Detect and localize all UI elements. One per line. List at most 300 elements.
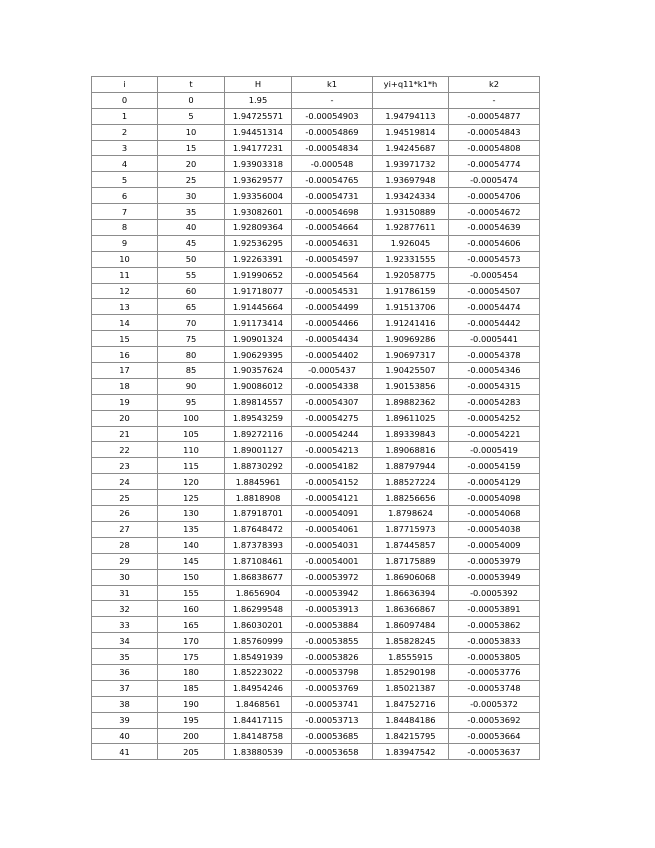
cell-k2: -0.00054507 [449, 283, 540, 299]
cell-i: 2 [92, 124, 158, 140]
table-row [92, 156, 540, 172]
cell-yi: 1.926045 [373, 235, 449, 251]
cell-k2: -0.00054474 [449, 299, 540, 315]
cell-t: 105 [158, 426, 225, 442]
table-row [92, 140, 540, 156]
cell-k2: -0.00054877 [449, 108, 540, 124]
cell-t: 10 [158, 124, 225, 140]
cell-i: 8 [92, 220, 158, 236]
cell-h: 1.90901324 [225, 331, 292, 347]
cell-k1: -0.00054061 [292, 521, 373, 537]
cell-i: 11 [92, 267, 158, 283]
cell-yi: 1.91786159 [373, 283, 449, 299]
cell-i: 14 [92, 315, 158, 331]
cell-i: 41 [92, 744, 158, 760]
cell-t: 60 [158, 283, 225, 299]
cell-h: 1.89543259 [225, 410, 292, 426]
cell-t: 170 [158, 633, 225, 649]
cell-yi: 1.88797944 [373, 458, 449, 474]
cell-yi: 1.93424334 [373, 188, 449, 204]
cell-i: 19 [92, 394, 158, 410]
cell-i: 4 [92, 156, 158, 172]
cell-h: 1.84954246 [225, 680, 292, 696]
cell-h: 1.84148758 [225, 728, 292, 744]
table-row [92, 664, 540, 680]
table-row [92, 617, 540, 633]
cell-t: 195 [158, 712, 225, 728]
table-row [92, 521, 540, 537]
cell-k1: -0.00054664 [292, 220, 373, 236]
cell-k2: -0.0005441 [449, 331, 540, 347]
cell-h: 1.86030201 [225, 617, 292, 633]
table-row [92, 299, 540, 315]
cell-i: 3 [92, 140, 158, 156]
cell-k1: -0.00053972 [292, 569, 373, 585]
cell-t: 95 [158, 394, 225, 410]
cell-h: 1.89272116 [225, 426, 292, 442]
cell-k1: -0.00053798 [292, 664, 373, 680]
table-row [92, 267, 540, 283]
table-body [92, 92, 540, 759]
table-row [92, 537, 540, 553]
cell-t: 110 [158, 442, 225, 458]
cell-k2: -0.00054378 [449, 347, 540, 363]
table-row [92, 442, 540, 458]
cell-k2: -0.00053664 [449, 728, 540, 744]
cell-k1: -0.00054466 [292, 315, 373, 331]
table-row [92, 220, 540, 236]
table-row [92, 649, 540, 665]
cell-k1: -0.0005437 [292, 363, 373, 379]
cell-h: 1.92536295 [225, 235, 292, 251]
table-row [92, 315, 540, 331]
cell-t: 135 [158, 521, 225, 537]
table-row [92, 108, 540, 124]
cell-i: 33 [92, 617, 158, 633]
cell-k1: -0.00054903 [292, 108, 373, 124]
cell-h: 1.84417115 [225, 712, 292, 728]
cell-i: 29 [92, 553, 158, 569]
table-row [92, 283, 540, 299]
cell-yi: 1.89339843 [373, 426, 449, 442]
table-row [92, 712, 540, 728]
cell-h: 1.85491939 [225, 649, 292, 665]
cell-i: 12 [92, 283, 158, 299]
cell-h: 1.95 [225, 92, 292, 108]
cell-t: 115 [158, 458, 225, 474]
cell-h: 1.93903318 [225, 156, 292, 172]
cell-i: 20 [92, 410, 158, 426]
cell-k1: -0.00054597 [292, 251, 373, 267]
cell-i: 21 [92, 426, 158, 442]
cell-i: 16 [92, 347, 158, 363]
cell-i: 1 [92, 108, 158, 124]
cell-h: 1.87918701 [225, 506, 292, 522]
cell-k1: -0.00053769 [292, 680, 373, 696]
cell-t: 130 [158, 506, 225, 522]
table-row [92, 124, 540, 140]
cell-t: 45 [158, 235, 225, 251]
cell-t: 90 [158, 378, 225, 394]
cell-yi: 1.92331555 [373, 251, 449, 267]
cell-yi: 1.90153856 [373, 378, 449, 394]
header-k2: k2 [449, 77, 540, 93]
cell-yi [373, 92, 449, 108]
data-table [91, 76, 540, 760]
cell-i: 27 [92, 521, 158, 537]
cell-yi: 1.89882362 [373, 394, 449, 410]
cell-yi: 1.93697948 [373, 172, 449, 188]
cell-i: 36 [92, 664, 158, 680]
cell-yi: 1.85290198 [373, 664, 449, 680]
cell-t: 70 [158, 315, 225, 331]
cell-k2: -0.00053748 [449, 680, 540, 696]
cell-yi: 1.8555915 [373, 649, 449, 665]
cell-yi: 1.88527224 [373, 474, 449, 490]
cell-k2: -0.00054038 [449, 521, 540, 537]
cell-k1: -0.000548 [292, 156, 373, 172]
cell-yi: 1.85021387 [373, 680, 449, 696]
cell-k1: -0.00054275 [292, 410, 373, 426]
cell-h: 1.91990652 [225, 267, 292, 283]
cell-k1: -0.00053942 [292, 585, 373, 601]
cell-k2: -0.00054283 [449, 394, 540, 410]
table-row [92, 92, 540, 108]
cell-yi: 1.85828245 [373, 633, 449, 649]
cell-h: 1.85760999 [225, 633, 292, 649]
table-row [92, 553, 540, 569]
cell-k1: -0.00054731 [292, 188, 373, 204]
cell-i: 28 [92, 537, 158, 553]
cell-h: 1.93629577 [225, 172, 292, 188]
table-row [92, 506, 540, 522]
cell-i: 26 [92, 506, 158, 522]
cell-i: 17 [92, 363, 158, 379]
cell-i: 38 [92, 696, 158, 712]
cell-yi: 1.90969286 [373, 331, 449, 347]
cell-k1: -0.00053741 [292, 696, 373, 712]
cell-t: 65 [158, 299, 225, 315]
cell-i: 6 [92, 188, 158, 204]
table-row [92, 680, 540, 696]
table-row [92, 235, 540, 251]
cell-h: 1.91173414 [225, 315, 292, 331]
cell-k1: -0.00053685 [292, 728, 373, 744]
cell-k1: -0.00053713 [292, 712, 373, 728]
cell-i: 0 [92, 92, 158, 108]
cell-yi: 1.87175889 [373, 553, 449, 569]
cell-i: 10 [92, 251, 158, 267]
cell-t: 85 [158, 363, 225, 379]
cell-k2: -0.00054159 [449, 458, 540, 474]
cell-yi: 1.84215795 [373, 728, 449, 744]
cell-h: 1.91718077 [225, 283, 292, 299]
table-row [92, 347, 540, 363]
cell-yi: 1.87445857 [373, 537, 449, 553]
cell-k2: -0.00054221 [449, 426, 540, 442]
cell-h: 1.8818908 [225, 490, 292, 506]
cell-k2: -0.00054573 [449, 251, 540, 267]
cell-k2: -0.0005392 [449, 585, 540, 601]
cell-yi: 1.88256656 [373, 490, 449, 506]
cell-k2: -0.00054843 [449, 124, 540, 140]
cell-h: 1.83880539 [225, 744, 292, 760]
cell-k2: -0.00054442 [449, 315, 540, 331]
table-row [92, 251, 540, 267]
cell-k1: -0.00054031 [292, 537, 373, 553]
table-row [92, 458, 540, 474]
cell-k2: -0.00054774 [449, 156, 540, 172]
table-row [92, 172, 540, 188]
cell-h: 1.86299548 [225, 601, 292, 617]
cell-i: 18 [92, 378, 158, 394]
cell-k2: -0.00053862 [449, 617, 540, 633]
cell-i: 15 [92, 331, 158, 347]
cell-yi: 1.93971732 [373, 156, 449, 172]
table-row [92, 363, 540, 379]
cell-k2: -0.00053979 [449, 553, 540, 569]
table-row [92, 633, 540, 649]
header-yi: yi+q11*k1*h [373, 77, 449, 93]
cell-yi: 1.94794113 [373, 108, 449, 124]
cell-k1: -0.00053826 [292, 649, 373, 665]
cell-yi: 1.86906068 [373, 569, 449, 585]
header-i: i [92, 77, 158, 93]
cell-t: 25 [158, 172, 225, 188]
cell-i: 7 [92, 204, 158, 220]
cell-k2: -0.00053891 [449, 601, 540, 617]
cell-k1: -0.00053658 [292, 744, 373, 760]
cell-t: 30 [158, 188, 225, 204]
cell-t: 160 [158, 601, 225, 617]
cell-i: 40 [92, 728, 158, 744]
cell-i: 39 [92, 712, 158, 728]
cell-yi: 1.93150889 [373, 204, 449, 220]
cell-h: 1.91445664 [225, 299, 292, 315]
cell-k2: -0.00054672 [449, 204, 540, 220]
cell-h: 1.88730292 [225, 458, 292, 474]
cell-k2: -0.00054315 [449, 378, 540, 394]
cell-k2: -0.00054129 [449, 474, 540, 490]
cell-i: 9 [92, 235, 158, 251]
cell-i: 25 [92, 490, 158, 506]
cell-k2: -0.00054098 [449, 490, 540, 506]
cell-i: 32 [92, 601, 158, 617]
cell-i: 34 [92, 633, 158, 649]
cell-h: 1.89001127 [225, 442, 292, 458]
cell-k1: -0.00054564 [292, 267, 373, 283]
cell-k2: -0.00054068 [449, 506, 540, 522]
cell-k1: - [292, 92, 373, 108]
cell-h: 1.87648472 [225, 521, 292, 537]
cell-k1: -0.00054121 [292, 490, 373, 506]
table-row [92, 728, 540, 744]
cell-h: 1.93082601 [225, 204, 292, 220]
cell-k1: -0.00054244 [292, 426, 373, 442]
cell-yi: 1.8798624 [373, 506, 449, 522]
cell-h: 1.92809364 [225, 220, 292, 236]
cell-h: 1.93356004 [225, 188, 292, 204]
cell-h: 1.94725571 [225, 108, 292, 124]
cell-i: 13 [92, 299, 158, 315]
cell-k1: -0.00054152 [292, 474, 373, 490]
cell-yi: 1.84484186 [373, 712, 449, 728]
cell-h: 1.94451314 [225, 124, 292, 140]
cell-k2: -0.00053692 [449, 712, 540, 728]
cell-h: 1.86838677 [225, 569, 292, 585]
cell-k2: -0.00053949 [449, 569, 540, 585]
table-row [92, 601, 540, 617]
cell-k2: -0.00054706 [449, 188, 540, 204]
cell-t: 35 [158, 204, 225, 220]
cell-k2: -0.00054009 [449, 537, 540, 553]
cell-h: 1.8845961 [225, 474, 292, 490]
table-row [92, 410, 540, 426]
cell-yi: 1.91513706 [373, 299, 449, 315]
cell-t: 50 [158, 251, 225, 267]
cell-k2: -0.00053776 [449, 664, 540, 680]
cell-k2: -0.00053833 [449, 633, 540, 649]
cell-t: 180 [158, 664, 225, 680]
cell-t: 185 [158, 680, 225, 696]
cell-t: 140 [158, 537, 225, 553]
cell-k1: -0.00053884 [292, 617, 373, 633]
cell-h: 1.89814557 [225, 394, 292, 410]
cell-k1: -0.00054338 [292, 378, 373, 394]
cell-t: 150 [158, 569, 225, 585]
table-row [92, 696, 540, 712]
cell-k1: -0.00054001 [292, 553, 373, 569]
cell-t: 125 [158, 490, 225, 506]
table-row [92, 585, 540, 601]
cell-t: 5 [158, 108, 225, 124]
cell-t: 155 [158, 585, 225, 601]
cell-h: 1.87108461 [225, 553, 292, 569]
table-row [92, 204, 540, 220]
cell-i: 5 [92, 172, 158, 188]
table-row [92, 569, 540, 585]
header-row [92, 77, 540, 93]
cell-t: 145 [158, 553, 225, 569]
cell-yi: 1.86366867 [373, 601, 449, 617]
cell-h: 1.90629395 [225, 347, 292, 363]
cell-h: 1.90357624 [225, 363, 292, 379]
cell-t: 20 [158, 156, 225, 172]
cell-k1: -0.00053855 [292, 633, 373, 649]
cell-k2: -0.0005419 [449, 442, 540, 458]
cell-k1: -0.00054499 [292, 299, 373, 315]
cell-i: 22 [92, 442, 158, 458]
cell-yi: 1.83947542 [373, 744, 449, 760]
cell-yi: 1.94245687 [373, 140, 449, 156]
cell-k1: -0.00054182 [292, 458, 373, 474]
cell-k2: -0.00054639 [449, 220, 540, 236]
cell-t: 80 [158, 347, 225, 363]
cell-i: 31 [92, 585, 158, 601]
cell-yi: 1.84752716 [373, 696, 449, 712]
cell-k2: -0.0005474 [449, 172, 540, 188]
cell-k2: -0.00054606 [449, 235, 540, 251]
cell-t: 175 [158, 649, 225, 665]
cell-k1: -0.00053913 [292, 601, 373, 617]
table-row [92, 394, 540, 410]
cell-k1: -0.00054434 [292, 331, 373, 347]
cell-h: 1.8468561 [225, 696, 292, 712]
cell-t: 55 [158, 267, 225, 283]
cell-t: 165 [158, 617, 225, 633]
cell-t: 200 [158, 728, 225, 744]
cell-yi: 1.92877611 [373, 220, 449, 236]
cell-k1: -0.00054834 [292, 140, 373, 156]
cell-k2: -0.00054808 [449, 140, 540, 156]
header-k1: k1 [292, 77, 373, 93]
header-h: H [225, 77, 292, 93]
cell-k2: -0.00054252 [449, 410, 540, 426]
table-row [92, 378, 540, 394]
cell-k2: -0.00053805 [449, 649, 540, 665]
table-row [92, 188, 540, 204]
cell-t: 120 [158, 474, 225, 490]
cell-k1: -0.00054869 [292, 124, 373, 140]
cell-h: 1.87378393 [225, 537, 292, 553]
header-t: t [158, 77, 225, 93]
cell-t: 100 [158, 410, 225, 426]
cell-k1: -0.00054091 [292, 506, 373, 522]
cell-k1: -0.00054402 [292, 347, 373, 363]
cell-k2: -0.0005372 [449, 696, 540, 712]
cell-yi: 1.89068816 [373, 442, 449, 458]
cell-k2: -0.00053637 [449, 744, 540, 760]
cell-yi: 1.90697317 [373, 347, 449, 363]
cell-yi: 1.86636394 [373, 585, 449, 601]
cell-k2: -0.0005454 [449, 267, 540, 283]
table-row [92, 490, 540, 506]
cell-t: 205 [158, 744, 225, 760]
cell-k1: -0.00054698 [292, 204, 373, 220]
cell-h: 1.92263391 [225, 251, 292, 267]
cell-t: 190 [158, 696, 225, 712]
cell-k1: -0.00054631 [292, 235, 373, 251]
cell-yi: 1.86097484 [373, 617, 449, 633]
cell-t: 40 [158, 220, 225, 236]
cell-k1: -0.00054307 [292, 394, 373, 410]
cell-h: 1.94177231 [225, 140, 292, 156]
cell-k1: -0.00054531 [292, 283, 373, 299]
cell-yi: 1.87715973 [373, 521, 449, 537]
cell-i: 37 [92, 680, 158, 696]
cell-h: 1.85223022 [225, 664, 292, 680]
cell-yi: 1.91241416 [373, 315, 449, 331]
cell-k1: -0.00054213 [292, 442, 373, 458]
cell-yi: 1.94519814 [373, 124, 449, 140]
cell-i: 30 [92, 569, 158, 585]
cell-t: 75 [158, 331, 225, 347]
table-row [92, 426, 540, 442]
cell-t: 0 [158, 92, 225, 108]
cell-h: 1.90086012 [225, 378, 292, 394]
cell-yi: 1.89611025 [373, 410, 449, 426]
cell-h: 1.8656904 [225, 585, 292, 601]
cell-k2: -0.00054346 [449, 363, 540, 379]
table-row [92, 474, 540, 490]
cell-i: 35 [92, 649, 158, 665]
cell-i: 23 [92, 458, 158, 474]
cell-yi: 1.90425507 [373, 363, 449, 379]
cell-i: 24 [92, 474, 158, 490]
cell-k1: -0.00054765 [292, 172, 373, 188]
cell-k2: - [449, 92, 540, 108]
table-row [92, 331, 540, 347]
